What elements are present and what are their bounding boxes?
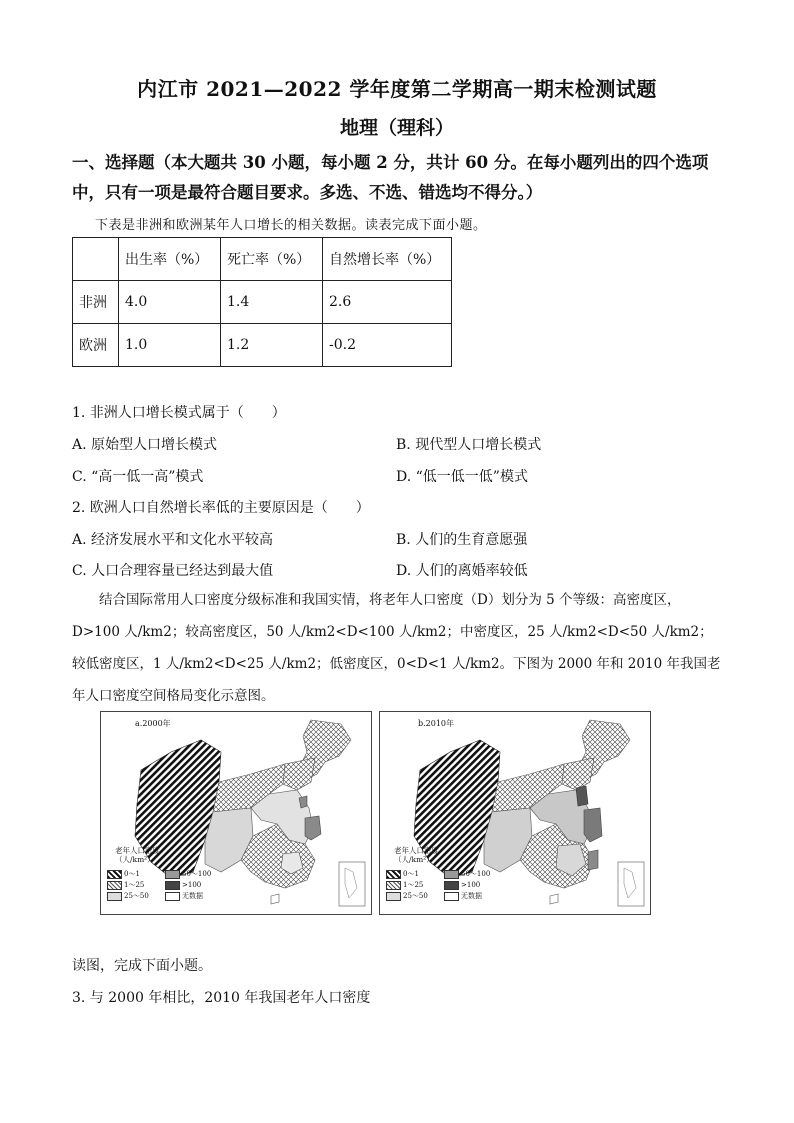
table-cell: 2.6 — [323, 281, 452, 324]
table-header-cell — [73, 238, 119, 281]
section-heading: 一、选择题（本大题共 30 小题，每小题 2 分，共计 60 分。在每小题列出的四个选项中，只有一项是最符合题目要求。多选、不选、错选均不得分。） — [72, 153, 709, 202]
legend-label: >100 — [182, 881, 202, 889]
legend-title: 老年人口密度 — [115, 846, 160, 855]
legend-swatch-0-1 — [386, 870, 401, 879]
legend-swatch-1-25 — [386, 881, 401, 890]
map-2010 — [379, 711, 651, 915]
legend-swatch-25-50 — [107, 892, 122, 901]
question-2-option-b[interactable]: B. 人们的生育意愿强 — [396, 532, 528, 548]
question-2-stem: 2. 欧洲人口自然增长率低的主要原因是（ ） — [72, 500, 370, 516]
page-title: 内江市 2021—2022 学年度第二学期高一期末检测试题 — [137, 77, 657, 101]
legend-swatch-100-plus — [165, 881, 180, 890]
table-cell: 1.4 — [221, 281, 323, 324]
legend-label: 无数据 — [461, 892, 482, 900]
question-3-stem: 3. 与 2000 年相比，2010 年我国老年人口密度 — [72, 990, 371, 1006]
legend-unit: （人/km²） — [115, 855, 155, 864]
question-2-option-a[interactable]: A. 经济发展水平和文化水平较高 — [72, 532, 274, 548]
population-table — [72, 237, 452, 367]
question-1-stem: 1. 非洲人口增长模式属于（ ） — [72, 405, 286, 421]
table-cell: 1.0 — [119, 324, 221, 367]
question-1-option-c[interactable]: C. “高一低一高”模式 — [72, 469, 204, 485]
question-2-option-c[interactable]: C. 人口合理容量已经达到最大值 — [72, 563, 274, 579]
table-intro: 下表是非洲和欧洲某年人口增长的相关数据。读表完成下面小题。 — [95, 218, 487, 233]
legend-label: 50～100 — [461, 870, 491, 878]
legend-swatch-0-1 — [107, 870, 122, 879]
legend-swatch-50-100 — [165, 870, 180, 879]
legend-swatch-1-25 — [107, 881, 122, 890]
map-2000 — [100, 711, 372, 915]
question-2-option-d[interactable]: D. 人们的离婚率较低 — [396, 563, 528, 579]
table-cell: 非洲 — [73, 281, 119, 324]
passage: 结合国际常用人口密度分级标准和我国实情，将老年人口密度（D）划分为 5 个等级：高密度区，D>100 人/km2；较高密度区，50 人/km2<D<100 人/km2；中密度区，25 人/km2<D<50 人/km2；较低密度区，1 人/km2<D<25 人/km2；低密度区，0<D<1 人/km2。下图为 2000 年和 2010 年我国老年人口密度空间格局变化示意图。 — [72, 592, 721, 704]
table-cell: 1.2 — [221, 324, 323, 367]
legend-label: 50～100 — [182, 870, 212, 878]
legend-label: >100 — [461, 881, 481, 889]
legend-label: 1～25 — [403, 881, 424, 889]
map-instruction: 读图，完成下面小题。 — [72, 958, 212, 974]
legend-swatch-100-plus — [444, 881, 459, 890]
legend-swatch-25-50 — [386, 892, 401, 901]
map-label: b.2010年 — [418, 719, 455, 728]
table-cell: 4.0 — [119, 281, 221, 324]
page-subtitle: 地理（理科） — [339, 117, 454, 139]
legend — [107, 869, 225, 902]
table-header-cell: 自然增长率（%） — [323, 238, 452, 281]
table-cell: -0.2 — [323, 324, 452, 367]
table-cell: 欧洲 — [73, 324, 119, 367]
table-row — [73, 324, 452, 367]
legend-label: 25～50 — [124, 892, 149, 900]
question-1-option-b[interactable]: B. 现代型人口增长模式 — [396, 437, 542, 453]
table-header-cell: 死亡率（%） — [221, 238, 323, 281]
question-1-option-d[interactable]: D. “低一低一低”模式 — [396, 469, 528, 485]
legend-swatch-50-100 — [444, 870, 459, 879]
legend-label: 1～25 — [124, 881, 145, 889]
legend-label: 无数据 — [182, 892, 203, 900]
legend-swatch-no-data — [444, 892, 459, 901]
legend-title: 老年人口密度 — [394, 846, 439, 855]
question-1-option-a[interactable]: A. 原始型人口增长模式 — [72, 437, 218, 453]
legend — [386, 869, 504, 902]
legend-label: 0～1 — [124, 870, 140, 878]
legend-label: 0～1 — [403, 870, 419, 878]
table-header-cell: 出生率（%） — [119, 238, 221, 281]
legend-unit: （人/km²） — [394, 855, 434, 864]
table-header-row — [73, 238, 452, 281]
map-label: a.2000年 — [135, 719, 171, 728]
legend-label: 25～50 — [403, 892, 428, 900]
legend-swatch-no-data — [165, 892, 180, 901]
table-row — [73, 281, 452, 324]
